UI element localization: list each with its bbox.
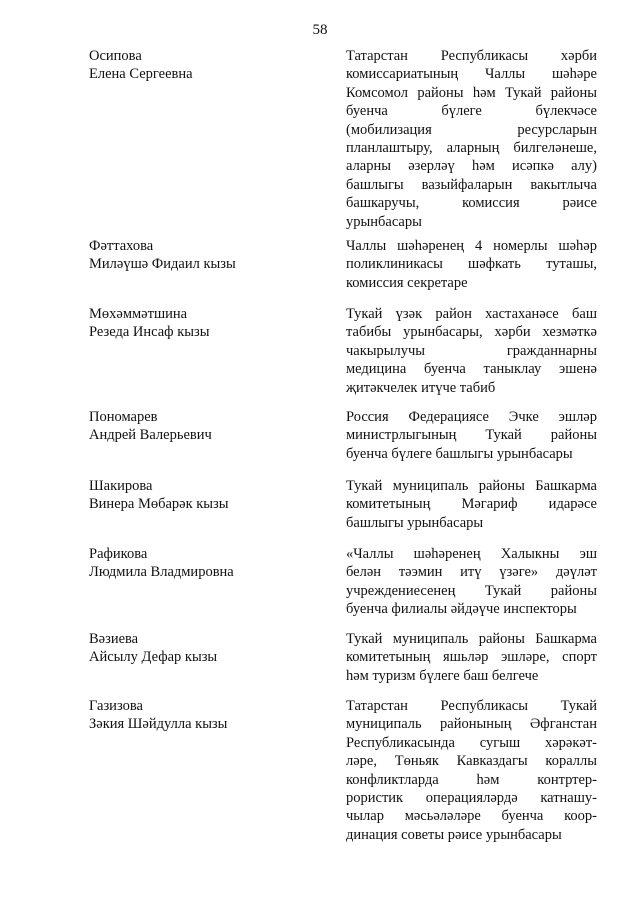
role-line: аларны әзерләү һәм исәпкә алу) xyxy=(346,158,597,175)
role-line: Тукай үзәк район хастаханәсе баш xyxy=(346,306,597,322)
role-line: башлыгы урынбасары xyxy=(346,514,484,531)
member-given-name: Елена Сергеевна xyxy=(89,66,193,82)
member-role xyxy=(346,237,597,292)
role-line: башлыгы вазыйфаларын вакытлыча xyxy=(346,176,597,193)
page-number: 58 xyxy=(312,22,328,38)
role-line: Комсомол районы һәм Тукай районы xyxy=(346,84,597,101)
member-role xyxy=(346,630,597,685)
member-name xyxy=(89,545,324,581)
role-line: «Чаллы шәһәренең Халыкны эш xyxy=(346,546,597,562)
member-surname: Газизова xyxy=(89,698,143,714)
role-line: чакырылучы гражданнарны xyxy=(346,342,597,359)
role-line: Чаллы шәһәренең 4 номерлы шәһәр xyxy=(346,238,597,254)
role-line: комиссариатының Чаллы шәһәре xyxy=(346,66,597,83)
role-line: учреждениесенең Тукай районы xyxy=(346,582,597,599)
role-line: рористик операцияләрдә катнашу- xyxy=(346,790,597,807)
role-line: ләре, Төньяк Кавказдагы кораллы xyxy=(346,753,597,770)
member-name xyxy=(89,47,324,83)
member-name xyxy=(89,237,324,273)
role-line: комиссия секретаре xyxy=(346,274,468,291)
member-role xyxy=(346,408,597,463)
role-line: урынбасары xyxy=(346,213,422,230)
role-line: чылар мәсьәләләре буенча коор- xyxy=(346,808,597,825)
member-role xyxy=(346,477,597,532)
member-given-name: Айсылу Дефар кызы xyxy=(89,649,218,665)
role-line: буенча бүлеге бүлекчәсе xyxy=(346,103,597,120)
role-line: конфликтларда һәм контртер- xyxy=(346,771,597,788)
member-name xyxy=(89,477,324,513)
member-role xyxy=(346,545,597,619)
role-line: министрлыгының Тукай районы xyxy=(346,427,597,444)
member-surname: Шакирова xyxy=(89,478,153,494)
role-line: муниципаль районының Әфганстан xyxy=(346,716,597,733)
member-surname: Осипова xyxy=(89,48,142,64)
role-line: Тукай муниципаль районы Башкарма xyxy=(346,478,597,494)
role-line: буенча филиалы әйдәүче инспекторы xyxy=(346,601,577,618)
member-surname: Вәзиева xyxy=(89,631,139,647)
role-line: башкаручы, комиссия рәисе xyxy=(346,195,597,212)
role-line: Тукай муниципаль районы Башкарма xyxy=(346,631,597,647)
member-given-name: Людмила Владмировна xyxy=(89,564,234,580)
member-role xyxy=(346,47,597,231)
role-line: буенча бүлеге башлыгы урынбасары xyxy=(346,445,573,462)
member-name xyxy=(89,408,324,444)
role-line: (мобилизация ресурсларын xyxy=(346,121,597,138)
member-surname: Пономарев xyxy=(89,409,158,425)
member-name xyxy=(89,697,324,733)
role-line: комитетының яшьләр эшләре, спорт xyxy=(346,649,597,666)
member-name xyxy=(89,630,324,666)
member-given-name: Зәкия Шәйдулла кызы xyxy=(89,716,228,732)
role-line: динация советы рәисе урынбасары xyxy=(346,826,562,843)
role-line: медицина буенча таныклау эшенә xyxy=(346,361,597,378)
member-role xyxy=(346,697,597,844)
member-given-name: Миләүшә Фидаил кызы xyxy=(89,256,236,272)
role-line: комитетының Мәгариф идарәсе xyxy=(346,496,597,513)
member-given-name: Андрей Валерьевич xyxy=(89,427,212,443)
member-surname: Фәттахова xyxy=(89,238,154,254)
role-line: Татарстан Республикасы хәрби xyxy=(346,48,597,64)
role-line: Татарстан Республикасы Тукай xyxy=(346,698,597,714)
member-surname: Рафикова xyxy=(89,546,148,562)
member-surname: Мөхәммәтшина xyxy=(89,306,188,322)
member-role xyxy=(346,305,597,397)
member-name xyxy=(89,305,324,341)
role-line: белән тәэмин итү үзәге» дәүләт xyxy=(346,564,597,581)
role-line: һәм туризм бүлеге баш белгече xyxy=(346,667,539,684)
member-given-name: Резеда Инсаф кызы xyxy=(89,324,210,340)
role-line: Республикасында сугыш хәрәкәт- xyxy=(346,734,597,751)
role-line: җитәкчелек итүче табиб xyxy=(346,379,496,396)
role-line: табибы урынбасары, хәрби хезмәткә xyxy=(346,324,597,341)
member-given-name: Винера Мөбарәк кызы xyxy=(89,496,229,512)
role-line: планлаштыру, аларның билгеләнеше, xyxy=(346,140,597,157)
role-line: поликлиникасы шәфкать туташы, xyxy=(346,256,597,273)
role-line: Россия Федерациясе Эчке эшләр xyxy=(346,409,597,425)
